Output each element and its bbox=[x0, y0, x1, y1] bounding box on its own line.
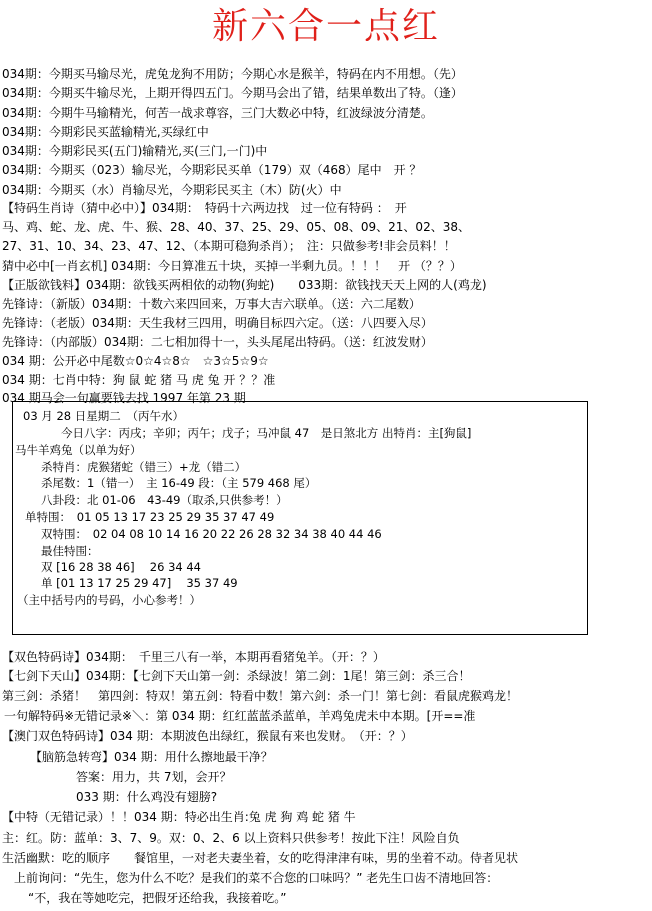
text-line: 034期：今期买（023）输尽光，今期彩民买单（179）双（468）尾中 开 ？ bbox=[2, 163, 422, 177]
text-line: 034 期马会一句赢要钱去找 1997 年第 23 期 bbox=[2, 391, 246, 405]
text-line: 先锋诗：（新版）034期：十数六来四回来，万事大吉六联单。（送：六二尾数） bbox=[2, 297, 421, 311]
text-line: 034 期：公开必中尾数☆0☆4☆8☆ ☆3☆5☆9☆ bbox=[2, 354, 269, 368]
text-line: 先锋诗：（老版）034期：天生我材三四用，明确目标四六定。（送：八四要入尽） bbox=[2, 316, 433, 330]
text-line: 034期：今期牛马输精光，何苦一战求尊容，三门大数必中特，红波绿波分清楚。 bbox=[2, 106, 433, 120]
text-line: 主：红。防：蓝单：3、7、9。双：0、2、6 以上资料只供参考！按此下注！风险自负 bbox=[2, 831, 460, 845]
box-line: 杀特肖：虎猴猪蛇（错三）+龙（错二） bbox=[41, 460, 247, 474]
page-title: 新六合一点红 bbox=[211, 6, 440, 47]
box-line: 单 [01 13 17 25 29 47] 35 37 49 bbox=[41, 576, 238, 590]
text-line: 【特码生肖诗（猜中必中）】034期： 特码十六两边找 过一位有特码 ： 开 bbox=[2, 201, 407, 215]
date-info-box bbox=[12, 401, 588, 635]
text-line: 034期：今期买（水）肖输尽光，今期彩民买主（木）防(火）中 bbox=[2, 183, 342, 197]
text-line: 033 期：什么鸡没有翅膀? bbox=[76, 790, 218, 804]
text-line: 马、鸡、蛇、龙、虎、牛、猴、28、40、37、25、29、05、08、09、21、02、38、 bbox=[2, 220, 470, 234]
text-line: 034期：今期买马输尽光，虎兔龙狗不用防；今期心水是猴羊，特码在内不用想。（先） bbox=[2, 67, 463, 81]
box-line: 双特围： 02 04 08 10 14 16 20 22 26 28 32 34 38 40 44 46 bbox=[41, 527, 382, 541]
box-line: 今日八字：丙戌；辛卯；丙午；戊子；马冲鼠 47 是日煞北方 出特肖：主[狗鼠] bbox=[61, 426, 472, 440]
text-line: 【脑筋急转弯】034 期：用什么擦地最干净？ bbox=[30, 750, 273, 764]
text-line: 答案：用力，共 7划，会开？ bbox=[76, 770, 232, 784]
text-line: 034期：今期买牛输尽光，上期开得四五门。今期马会出了错，结果单数出了特。（逢） bbox=[2, 86, 463, 100]
box-line: （主中括号内的号码，小心参考！） bbox=[17, 593, 201, 607]
text-line: 034 期：七肖中特：狗 鼠 蛇 猪 马 虎 兔 开 ？？准 bbox=[2, 373, 276, 387]
text-line: 【中特（无错记录）！！034 期：特必出生肖:兔 虎 狗 鸡 蛇 猪 牛 bbox=[2, 810, 356, 824]
box-line: 马牛羊鸡兔（以单为好） bbox=[15, 443, 142, 457]
box-line: 杀尾数：1（错一） 主 16-49 段：（主 579 468 尾） bbox=[41, 476, 317, 490]
text-line: 27、31、10、34、23、47、12、（本期可稳狗杀肖）； 注：只做参考!非会员料！！ bbox=[2, 239, 456, 253]
text-line: 034期：今期彩民买(五门)输精光,买(三门,一门)中 bbox=[2, 144, 268, 158]
text-line: 生活幽默：吃的顺序 餐馆里，一对老夫妻坐着，女的吃得津津有味，男的坐着不动。侍者见状 bbox=[2, 851, 519, 865]
text-line: “不，我在等她吃完，把假牙还给我，我接着吃。” bbox=[28, 891, 287, 905]
box-line: 八卦段：北 01-06 43-49（取杀,只供参考！） bbox=[41, 493, 288, 507]
text-line: 第三剑：杀猪！ 第四剑：特双！第五剑：特看中数！第六剑：杀一门！第七剑：看鼠虎猴鸡龙！ bbox=[2, 689, 519, 703]
box-line: 双 [16 28 38 46] 26 34 44 bbox=[41, 560, 201, 574]
box-line: 单特围： 01 05 13 17 23 25 29 35 37 47 49 bbox=[25, 510, 275, 524]
text-line: 一句解特码※无错记录※＼：第 034 期：红红蓝蓝杀蓝单，羊鸡兔虎未中本期。[开==准 bbox=[4, 709, 476, 723]
text-line: 【澳门双色特码诗】034 期：本期波色出绿红，猴鼠有来也发财。 （开：？） bbox=[2, 729, 413, 743]
text-line: 先锋诗：（内部版）034期：二七相加得十一，头头尾尾出特码。（送：红波发财） bbox=[2, 335, 433, 349]
text-line: 上前询问：“先生，您为什么不吃？是我们的菜不合您的口味吗？” 老先生口齿不清地回答： bbox=[14, 871, 499, 885]
text-line: 【双色特码诗】034期： 千里三八有一举，本期再看猪兔羊。（开：？） bbox=[2, 650, 385, 664]
text-line: 034期：今期彩民买蓝输精光,买绿红中 bbox=[2, 125, 209, 139]
box-line: 03 月 28 日星期二 （丙午水） bbox=[23, 409, 184, 423]
box-line: 最佳特围： bbox=[41, 544, 99, 558]
text-line: 猜中必中[一肖玄机] 034期：今日算准五十块，买掉一半剩九员。！！！ 开 （？？） bbox=[2, 259, 462, 273]
text-line: 【正版欲钱料】034期：欲钱买两相依的动物(狗蛇) 033期：欲钱找天天上网的人(鸡龙) bbox=[2, 278, 487, 292]
text-line: 【七剑下天山】034期：【七剑下天山第一剑：杀绿波！第二剑：1尾！第三剑：杀三合！ bbox=[2, 669, 471, 683]
